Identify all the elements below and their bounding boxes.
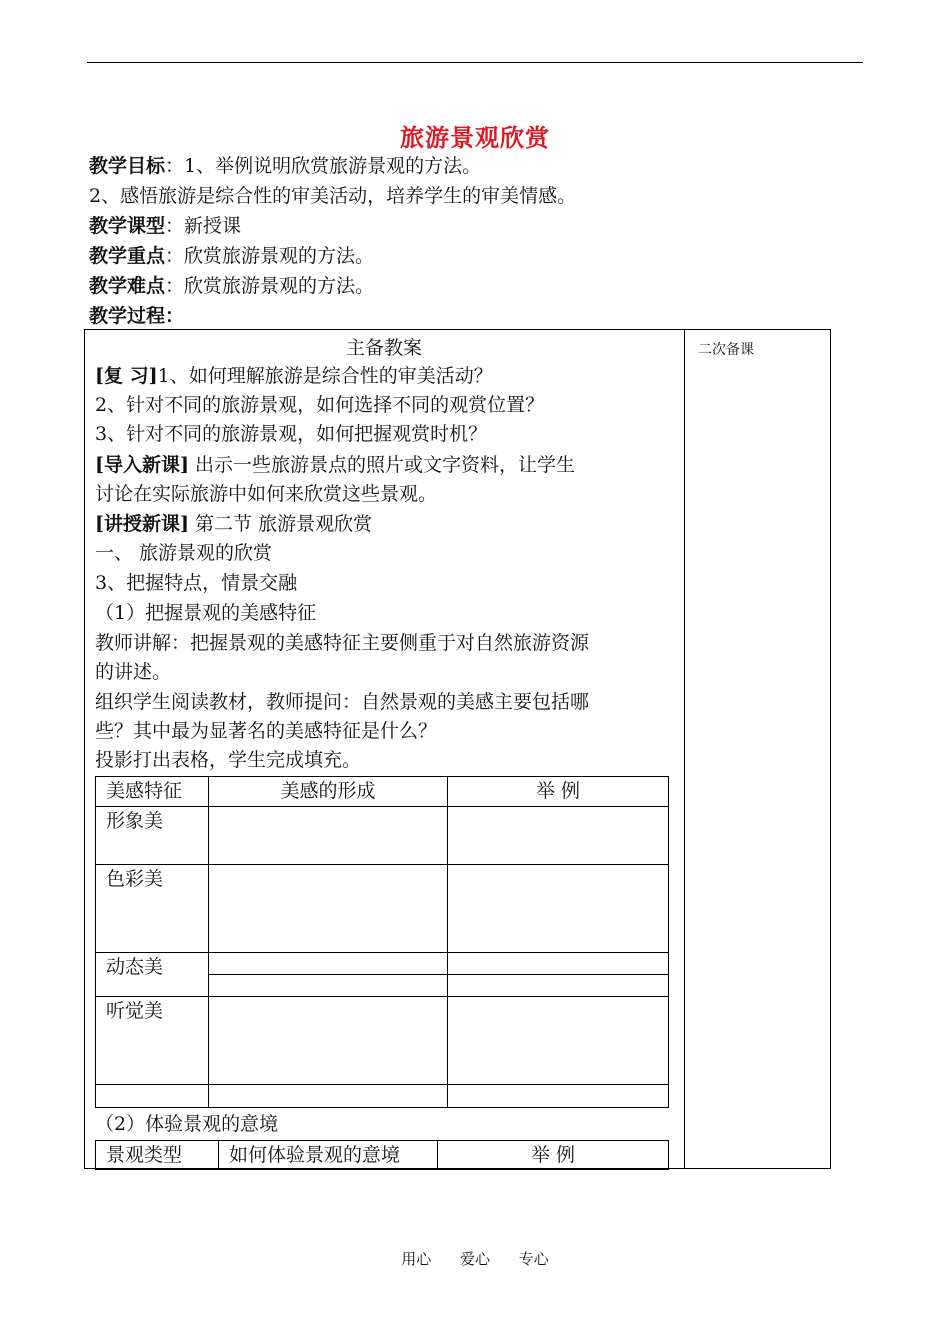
artistic-conception-table <box>95 1140 669 1170</box>
review-3: 3、针对不同的旅游景观，如何把握观赏时机？ <box>95 423 488 445</box>
fill-cell[interactable] <box>209 807 448 865</box>
footer-word: 专心 <box>518 1250 549 1268</box>
review-line-1 <box>95 362 493 390</box>
goal-1: ：1、举例说明欣赏旅游景观的方法。 <box>165 155 482 177</box>
sub-heading-1: （1）把握景观的美感特征 <box>95 602 317 624</box>
table-header-row <box>96 1141 669 1170</box>
lecture-text: 第二节 旅游景观欣赏 <box>188 513 373 535</box>
explain-2: 的讲述。 <box>95 661 172 683</box>
table-row <box>96 807 669 865</box>
fill-cell[interactable] <box>209 865 448 953</box>
fill-cell[interactable] <box>209 953 448 975</box>
fill-cell[interactable] <box>209 1085 448 1108</box>
lecture-line <box>95 510 372 538</box>
fill-cell[interactable] <box>448 953 669 975</box>
footer-word: 用心 <box>401 1250 432 1268</box>
intro-text: 出示一些旅游景点的照片或文字资料，让学生 <box>188 454 576 476</box>
lecture-tag: [讲授新课] <box>95 513 189 535</box>
review-2: 2、针对不同的旅游景观，如何选择不同的观赏位置？ <box>95 394 545 416</box>
header-feature: 美感特征 <box>96 777 209 807</box>
teaching-goal-line <box>89 151 889 181</box>
type-value: ：新授课 <box>165 215 242 237</box>
fill-cell[interactable] <box>209 975 448 997</box>
key-value: ：欣赏旅游景观的方法。 <box>165 245 375 267</box>
review-tag: [复 习] <box>95 365 158 387</box>
row-label: 形象美 <box>96 807 209 865</box>
header-example: 举 例 <box>448 777 669 807</box>
table-row <box>96 997 669 1085</box>
sub-heading-2: （2）体验景观的意境 <box>95 1113 279 1135</box>
header-how-to-experience: 如何体验景观的意境 <box>219 1141 438 1170</box>
process-label: 教学过程： <box>89 305 185 327</box>
goal-label: 教学目标 <box>89 155 166 177</box>
review-1: 1、如何理解旅游是综合性的审美活动？ <box>157 365 493 387</box>
intro-line <box>95 451 575 479</box>
fill-cell[interactable] <box>448 997 669 1085</box>
lesson-type-line <box>89 211 889 241</box>
fill-cell[interactable] <box>448 807 669 865</box>
second-prep-header: 二次备课 <box>698 342 754 358</box>
main-plan-header: 主备教案 <box>345 337 422 359</box>
projection-note: 投影打出表格，学生完成填充。 <box>95 749 362 771</box>
beauty-features-table <box>95 776 669 1108</box>
section-1: 一、 旅游景观的欣赏 <box>95 542 273 564</box>
page-title: 旅游景观欣赏 <box>400 123 550 152</box>
intro-text-2: 讨论在实际旅游中如何来欣赏这些景观。 <box>95 483 438 505</box>
column-divider <box>684 329 685 1169</box>
header-example: 举 例 <box>438 1141 669 1170</box>
type-label: 教学课型 <box>89 215 166 237</box>
table-row <box>96 865 669 953</box>
fill-cell[interactable] <box>209 997 448 1085</box>
point-3: 3、把握特点，情景交融 <box>95 572 298 594</box>
difficulty-label: 教学难点 <box>89 275 166 297</box>
table-row <box>96 953 669 975</box>
fill-cell[interactable] <box>448 975 669 997</box>
fill-cell[interactable] <box>96 1085 209 1108</box>
header-formation: 美感的形成 <box>209 777 448 807</box>
table-row <box>96 1085 669 1108</box>
goal-2: 2、感悟旅游是综合性的审美活动，培养学生的审美情感。 <box>89 185 577 207</box>
footer-motto <box>0 1248 950 1269</box>
footer-word: 爱心 <box>459 1250 490 1268</box>
question-2: 些？其中最为显著名的美感特征是什么？ <box>95 720 438 742</box>
table-header-row <box>96 777 669 807</box>
header-rule <box>87 62 863 63</box>
header-landscape-type: 景观类型 <box>96 1141 219 1170</box>
explain-1: 教师讲解：把握景观的美感特征主要侧重于对自然旅游资源 <box>95 632 590 654</box>
row-label: 听觉美 <box>96 997 209 1085</box>
difficulty-value: ：欣赏旅游景观的方法。 <box>165 275 375 297</box>
key-point-line <box>89 241 889 271</box>
intro-tag: [导入新课] <box>95 454 189 476</box>
fill-cell[interactable] <box>448 1085 669 1108</box>
row-label: 色彩美 <box>96 865 209 953</box>
question-1: 组织学生阅读教材，教师提问：自然景观的美感主要包括哪 <box>95 691 590 713</box>
row-label: 动态美 <box>96 953 209 997</box>
difficulty-line <box>89 271 889 301</box>
key-label: 教学重点 <box>89 245 166 267</box>
fill-cell[interactable] <box>448 865 669 953</box>
process-line <box>89 301 889 331</box>
